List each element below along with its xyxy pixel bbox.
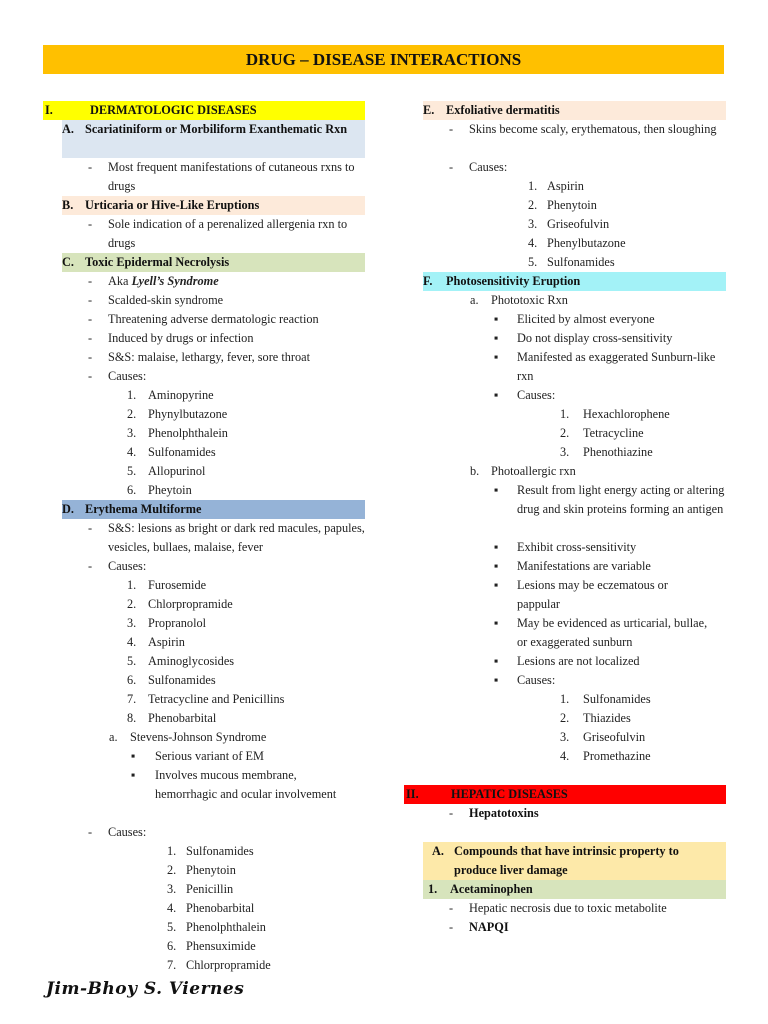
list-item: ▪ Result from light energy acting or altering drug and skin proteins forming an antigen [494,483,725,516]
author-signature: Jim-Bhoy S. Viernes [46,979,245,999]
list-item: 5. Phenolphthalein [167,920,266,934]
subheading-b-urticaria: B. Urticaria or Hive-Like Eruptions [62,196,365,215]
list-item: 4. Phenobarbital [167,901,255,915]
list-item: 7. Chlorpropramide [167,958,271,972]
list-item: 1. Sulfonamides [167,844,254,858]
list-item: - Causes: [88,825,147,839]
list-item: 5. Sulfonamides [528,255,615,269]
list-item: - Scalded-skin syndrome [88,293,224,307]
list-item: ▪ Lesions are not localized [494,654,640,668]
list-item: 1. Hexachlorophene [560,407,670,421]
list-item: 3. Propranolol [127,616,207,630]
list-item: b. Photoallergic rxn [470,464,576,478]
list-item: 1. Aminopyrine [127,388,214,402]
list-item: 2. Tetracycline [560,426,644,440]
list-item: ▪ Causes: [494,388,556,402]
page-title: DRUG – DISEASE INTERACTIONS [43,45,724,74]
list-item: ▪ Lesions may be eczematous or pappular [494,578,668,611]
subheading-acetaminophen: 1. Acetaminophen [423,880,726,899]
list-item: 3. Phenolphthalein [127,426,228,440]
list-item: - Hepatotoxins [449,806,539,820]
list-item: 3. Griseofulvin [560,730,646,744]
list-item: - Most frequent manifestations of cutaneous rxns to drugs [88,160,355,193]
list-item: 2. Thiazides [560,711,631,725]
list-item: - Skins become scaly, erythematous, then sloughing [449,122,717,136]
list-item: ▪ Elicited by almost everyone [494,312,655,326]
list-item: - S&S: malaise, lethargy, fever, sore throat [88,350,311,364]
list-item: 5. Allopurinol [127,464,206,478]
list-item: 4. Aspirin [127,635,185,649]
list-item: ▪ Serious variant of EM [131,749,264,763]
list-item: - Causes: [88,369,147,383]
list-item: 4. Promethazine [560,749,651,763]
subheading-e-exfoliative: E. Exfoliative dermatitis [423,101,726,120]
list-item: - Causes: [449,160,508,174]
list-item: ▪ Manifested as exaggerated Sunburn-like rxn [494,350,716,383]
list-item: ▪ May be evidenced as urticarial, bullae, or exaggerated sunburn [494,616,708,649]
list-item: 3. Penicillin [167,882,234,896]
list-item: 1. Sulfonamides [560,692,651,706]
list-item: 2. Phynylbutazone [127,407,228,421]
left-column [43,101,365,975]
list-item: - Hepatic necrosis due to toxic metabolite [449,901,667,915]
subheading-d-erythema: D. Erythema Multiforme [62,500,365,519]
list-item: 2. Phenytoin [167,863,236,877]
list-item: ▪ Involves mucous membrane, hemorrhagic and ocular involvement [131,768,337,801]
section-heading-hepatic: II. HEPATIC DISEASES [404,785,726,804]
list-item: 6. Sulfonamides [127,673,216,687]
list-item: 5. Aminoglycosides [127,654,235,668]
list-item: ▪ Manifestations are variable [494,559,651,573]
list-item: 6. Phensuximide [167,939,256,953]
list-item: - NAPQI [449,920,509,934]
list-item: ▪ Causes: [494,673,556,687]
list-item: - Causes: [88,559,147,573]
subheading-c-ten: C. Toxic Epidermal Necrolysis [62,253,365,272]
list-item: 4. Phenylbutazone [528,236,626,250]
list-item: - Induced by drugs or infection [88,331,254,345]
subheading-a-intrinsic: A. Compounds that have intrinsic property to produce liver damage [423,842,726,880]
list-item: - Aka Lyell’s Syndrome [88,274,219,288]
list-item: ▪ Do not display cross-sensitivity [494,331,673,345]
subheading-a-exanthematic: A. Scariatiniform or Morbiliform Exanthematic Rxn [62,120,365,158]
list-item: ▪ Exhibit cross-sensitivity [494,540,637,554]
right-column [404,101,726,937]
list-item: 1. Aspirin [528,179,584,193]
subheading-f-photosensitivity: F. Photosensitivity Eruption [423,272,726,291]
list-item: 4. Sulfonamides [127,445,216,459]
list-item: a. Phototoxic Rxn [470,293,568,307]
list-item: a. Stevens-Johnson Syndrome [109,730,267,744]
list-item: 1. Furosemide [127,578,207,592]
list-item: 2. Chlorpropramide [127,597,233,611]
section-heading-dermatologic: I. DERMATOLOGIC DISEASES [43,101,365,120]
list-item: 8. Phenobarbital [127,711,217,725]
list-item: - Threatening adverse dermatologic reaction [88,312,319,326]
list-item: 2. Phenytoin [528,198,597,212]
list-item: 3. Phenothiazine [560,445,653,459]
list-item: 3. Griseofulvin [528,217,610,231]
list-item: 7. Tetracycline and Penicillins [127,692,285,706]
list-item: - S&S: lesions as bright or dark red macules, papules, vesicles, bullaes, malaise, fever [88,521,365,554]
list-item: - Sole indication of a perenalized allergenia rxn to drugs [88,217,348,250]
list-item: 6. Pheytoin [127,483,192,497]
